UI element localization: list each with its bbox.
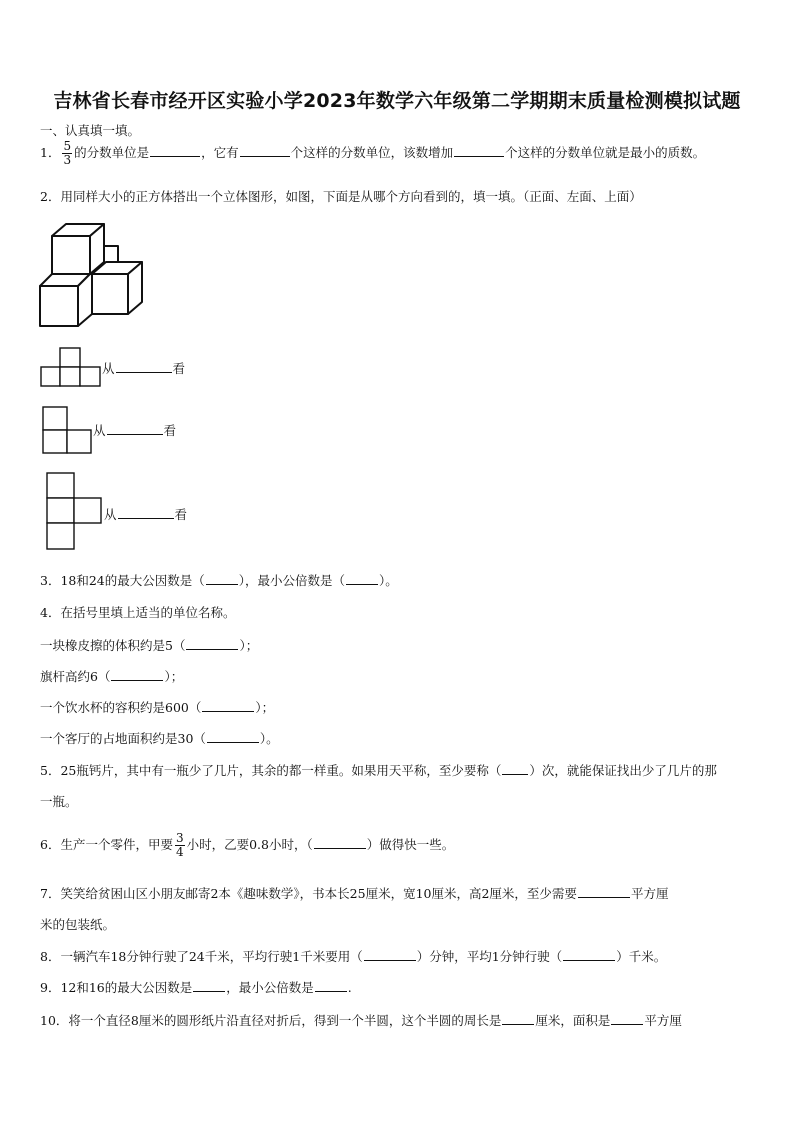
view-diagram-1 <box>40 347 102 387</box>
question-5-cont: 一瓶。 <box>40 794 78 809</box>
question-3: 3．18和24的最大公因数是（ ），最小公倍数是（ ）。 <box>40 573 398 588</box>
answer-blank[interactable] <box>150 144 200 157</box>
question-10: 10．将一个直径8厘米的圆形纸片沿直径对折后，得到一个半圆，这个半圆的周长是 厘米，面积是 平方厘 <box>40 1013 682 1028</box>
question-5: 5．25瓶钙片，其中有一瓶少了几片，其余的都一样重。如果用天平称，至少要称（ ）次，就能保证找出少了几片的那 <box>40 763 717 778</box>
question-9: 9．12和16的最大公因数是 ，最小公倍数是 . <box>40 980 352 995</box>
answer-blank[interactable] <box>502 1012 534 1025</box>
question-7: 7．笑笑给贫困山区小朋友邮寄2本《趣味数学》，书本长25厘米，宽10厘米，高2厘米，至少需要 平方厘 <box>40 886 669 901</box>
question-4-item-3: 一个饮水杯的容积约是600（ ）； <box>40 700 275 715</box>
view-diagram-2 <box>42 406 92 454</box>
answer-blank[interactable] <box>240 144 290 157</box>
answer-blank[interactable] <box>207 730 259 743</box>
view-label-1: 从 看 <box>102 361 186 376</box>
answer-blank[interactable] <box>364 948 416 961</box>
section-heading: 一、认真填一填。 <box>40 123 141 138</box>
view-diagram-3 <box>46 472 102 550</box>
answer-blank[interactable] <box>116 360 172 373</box>
answer-blank[interactable] <box>314 836 366 849</box>
cube-figure <box>38 222 148 332</box>
question-4-item-4: 一个客厅的占地面积约是30（ ）。 <box>40 731 279 746</box>
question-7-cont: 米的包装纸。 <box>40 917 116 932</box>
fraction: $\frac{3}{4}$ <box>175 831 184 859</box>
view-label-3: 从 看 <box>104 507 188 522</box>
view-label-2: 从 看 <box>93 423 177 438</box>
page-title: 吉林省长春市经开区实验小学2023年数学六年级第二学期期末质量检测模拟试题 <box>53 90 741 112</box>
answer-blank[interactable] <box>118 506 174 519</box>
answer-blank[interactable] <box>206 572 238 585</box>
answer-blank[interactable] <box>315 979 347 992</box>
answer-blank[interactable] <box>193 979 225 992</box>
question-1: 1． $\frac{5}{3}$ 的分数单位是 ，它有 个这样的分数单位，该数增加 个这样的分数单位就是最小的质数。 <box>40 139 706 167</box>
answer-blank[interactable] <box>502 762 528 775</box>
answer-blank[interactable] <box>186 637 238 650</box>
answer-blank[interactable] <box>611 1012 643 1025</box>
answer-blank[interactable] <box>111 668 163 681</box>
question-4-item-2: 旗杆高约6（ ）； <box>40 669 184 684</box>
fraction: $\frac{5}{3}$ <box>63 139 72 167</box>
answer-blank[interactable] <box>454 144 504 157</box>
question-6: 6．生产一个零件，甲要 $\frac{3}{4}$ 小时，乙要0.8小时，（ ）做得快一些。 <box>40 831 455 859</box>
question-4-item-1: 一块橡皮擦的体积约是5（ ）； <box>40 638 259 653</box>
answer-blank[interactable] <box>563 948 615 961</box>
question-2: 2．用同样大小的正方体搭出一个立体图形，如图，下面是从哪个方向看到的，填一填。（正面、左面、上面） <box>40 189 642 204</box>
answer-blank[interactable] <box>346 572 378 585</box>
answer-blank[interactable] <box>202 699 254 712</box>
answer-blank[interactable] <box>107 422 163 435</box>
question-8: 8．一辆汽车18分钟行驶了24千米，平均行驶1千米要用（ ）分钟，平均1分钟行驶（ ）千米。 <box>40 949 667 964</box>
answer-blank[interactable] <box>578 885 630 898</box>
question-4: 4．在括号里填上适当的单位名称。 <box>40 605 236 620</box>
